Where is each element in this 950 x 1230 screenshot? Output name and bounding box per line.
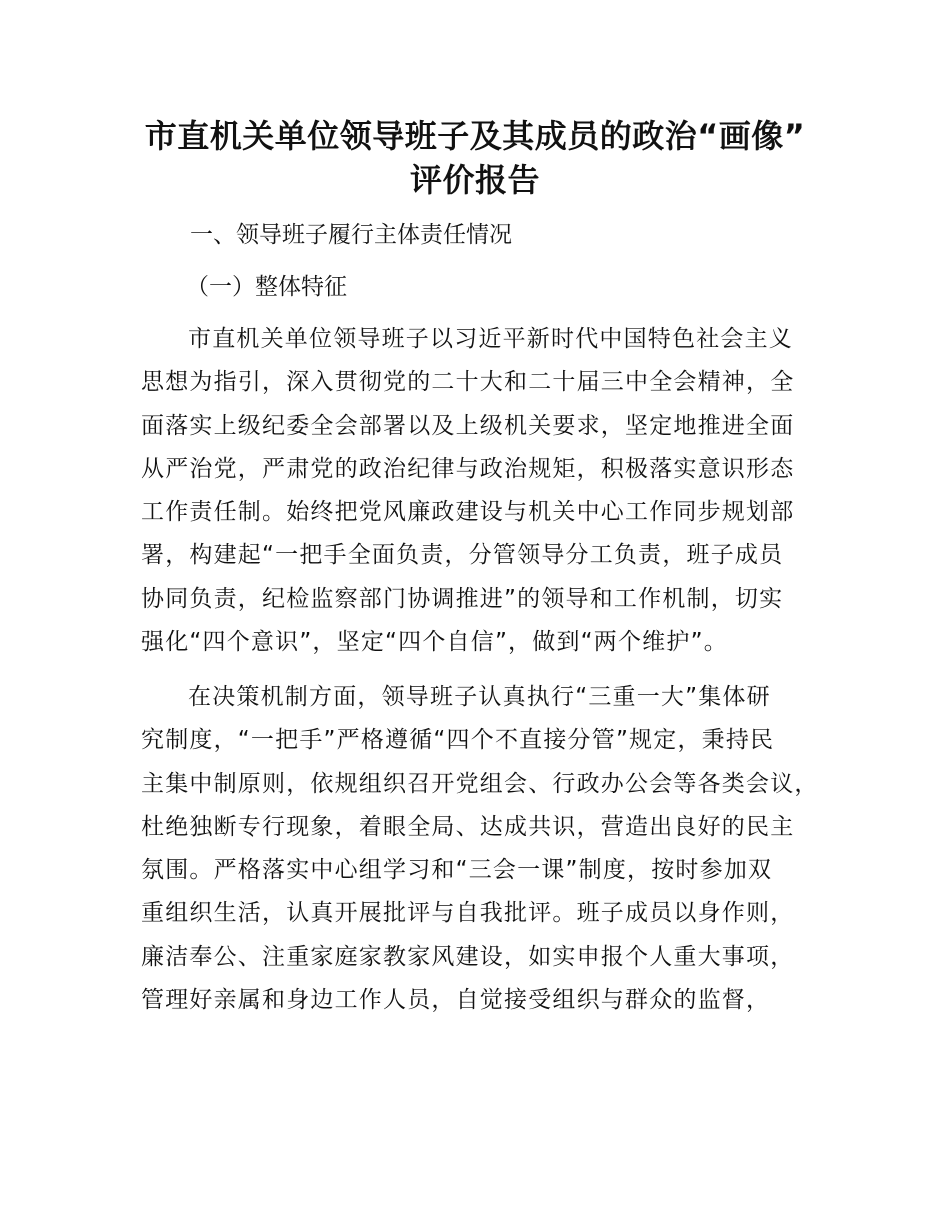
paragraph-line: 氛围。严格落实中心组学习和“三会一课”制度，按时参加双 bbox=[141, 857, 773, 884]
paragraph-line: 强化“四个意识”，坚定“四个自信”，做到“两个维护”。 bbox=[141, 629, 728, 656]
paragraph-line: 杜绝独断专行现象，着眼全局、达成共识，营造出良好的民主 bbox=[141, 813, 795, 840]
document-title-line-2: 评价报告 bbox=[409, 161, 540, 199]
paragraph-line: 在决策机制方面，领导班子认真执行“三重一大”集体研 bbox=[188, 684, 771, 710]
paragraph-line: 面落实上级纪委全会部署以及上级机关要求，坚定地推进全面 bbox=[141, 412, 795, 439]
paragraph-overall-features bbox=[141, 318, 831, 664]
paragraph-line: 管理好亲属和身边工作人员，自觉接受组织与群众的监督， bbox=[141, 987, 771, 1014]
document-title-line-1: 市直机关单位领导班子及其成员的政治“画像” bbox=[144, 117, 806, 155]
paragraph-line: 重组织生活，认真开展批评与自我批评。班子成员以身作则， bbox=[141, 900, 795, 927]
paragraph-line: 工作责任制。始终把党风廉政建设与机关中心工作同步规划部 bbox=[141, 499, 795, 526]
paragraph-line: 市直机关单位领导班子以习近平新时代中国特色社会主义 bbox=[188, 326, 793, 352]
section-heading: 一、领导班子履行主体责任情况 bbox=[190, 222, 512, 248]
paragraph-line: 主集中制原则，依规组织召开党组会、行政办公会等各类会议， bbox=[141, 770, 819, 797]
paragraph-line: 思想为指引，深入贯彻党的二十大和二十届三中全会精神，全 bbox=[141, 369, 795, 396]
paragraph-decision-mechanism bbox=[141, 676, 831, 1022]
paragraph-line: 署，构建起“一把手全面负责，分管领导分工负责，班子成员 bbox=[141, 542, 784, 569]
paragraph-line: 廉洁奉公、注重家庭家教家风建设，如实申报个人重大事项， bbox=[141, 943, 795, 970]
subsection-heading: （一）整体特征 bbox=[186, 274, 347, 300]
paragraph-line: 究制度，“一把手”严格遵循“四个不直接分管”规定，秉持民 bbox=[141, 727, 775, 754]
paragraph-line: 协同负责，纪检监察部门协调推进”的领导和工作机制，切实 bbox=[141, 585, 784, 612]
paragraph-line: 从严治党，严肃党的政治纪律与政治规矩，积极落实意识形态 bbox=[141, 455, 795, 482]
